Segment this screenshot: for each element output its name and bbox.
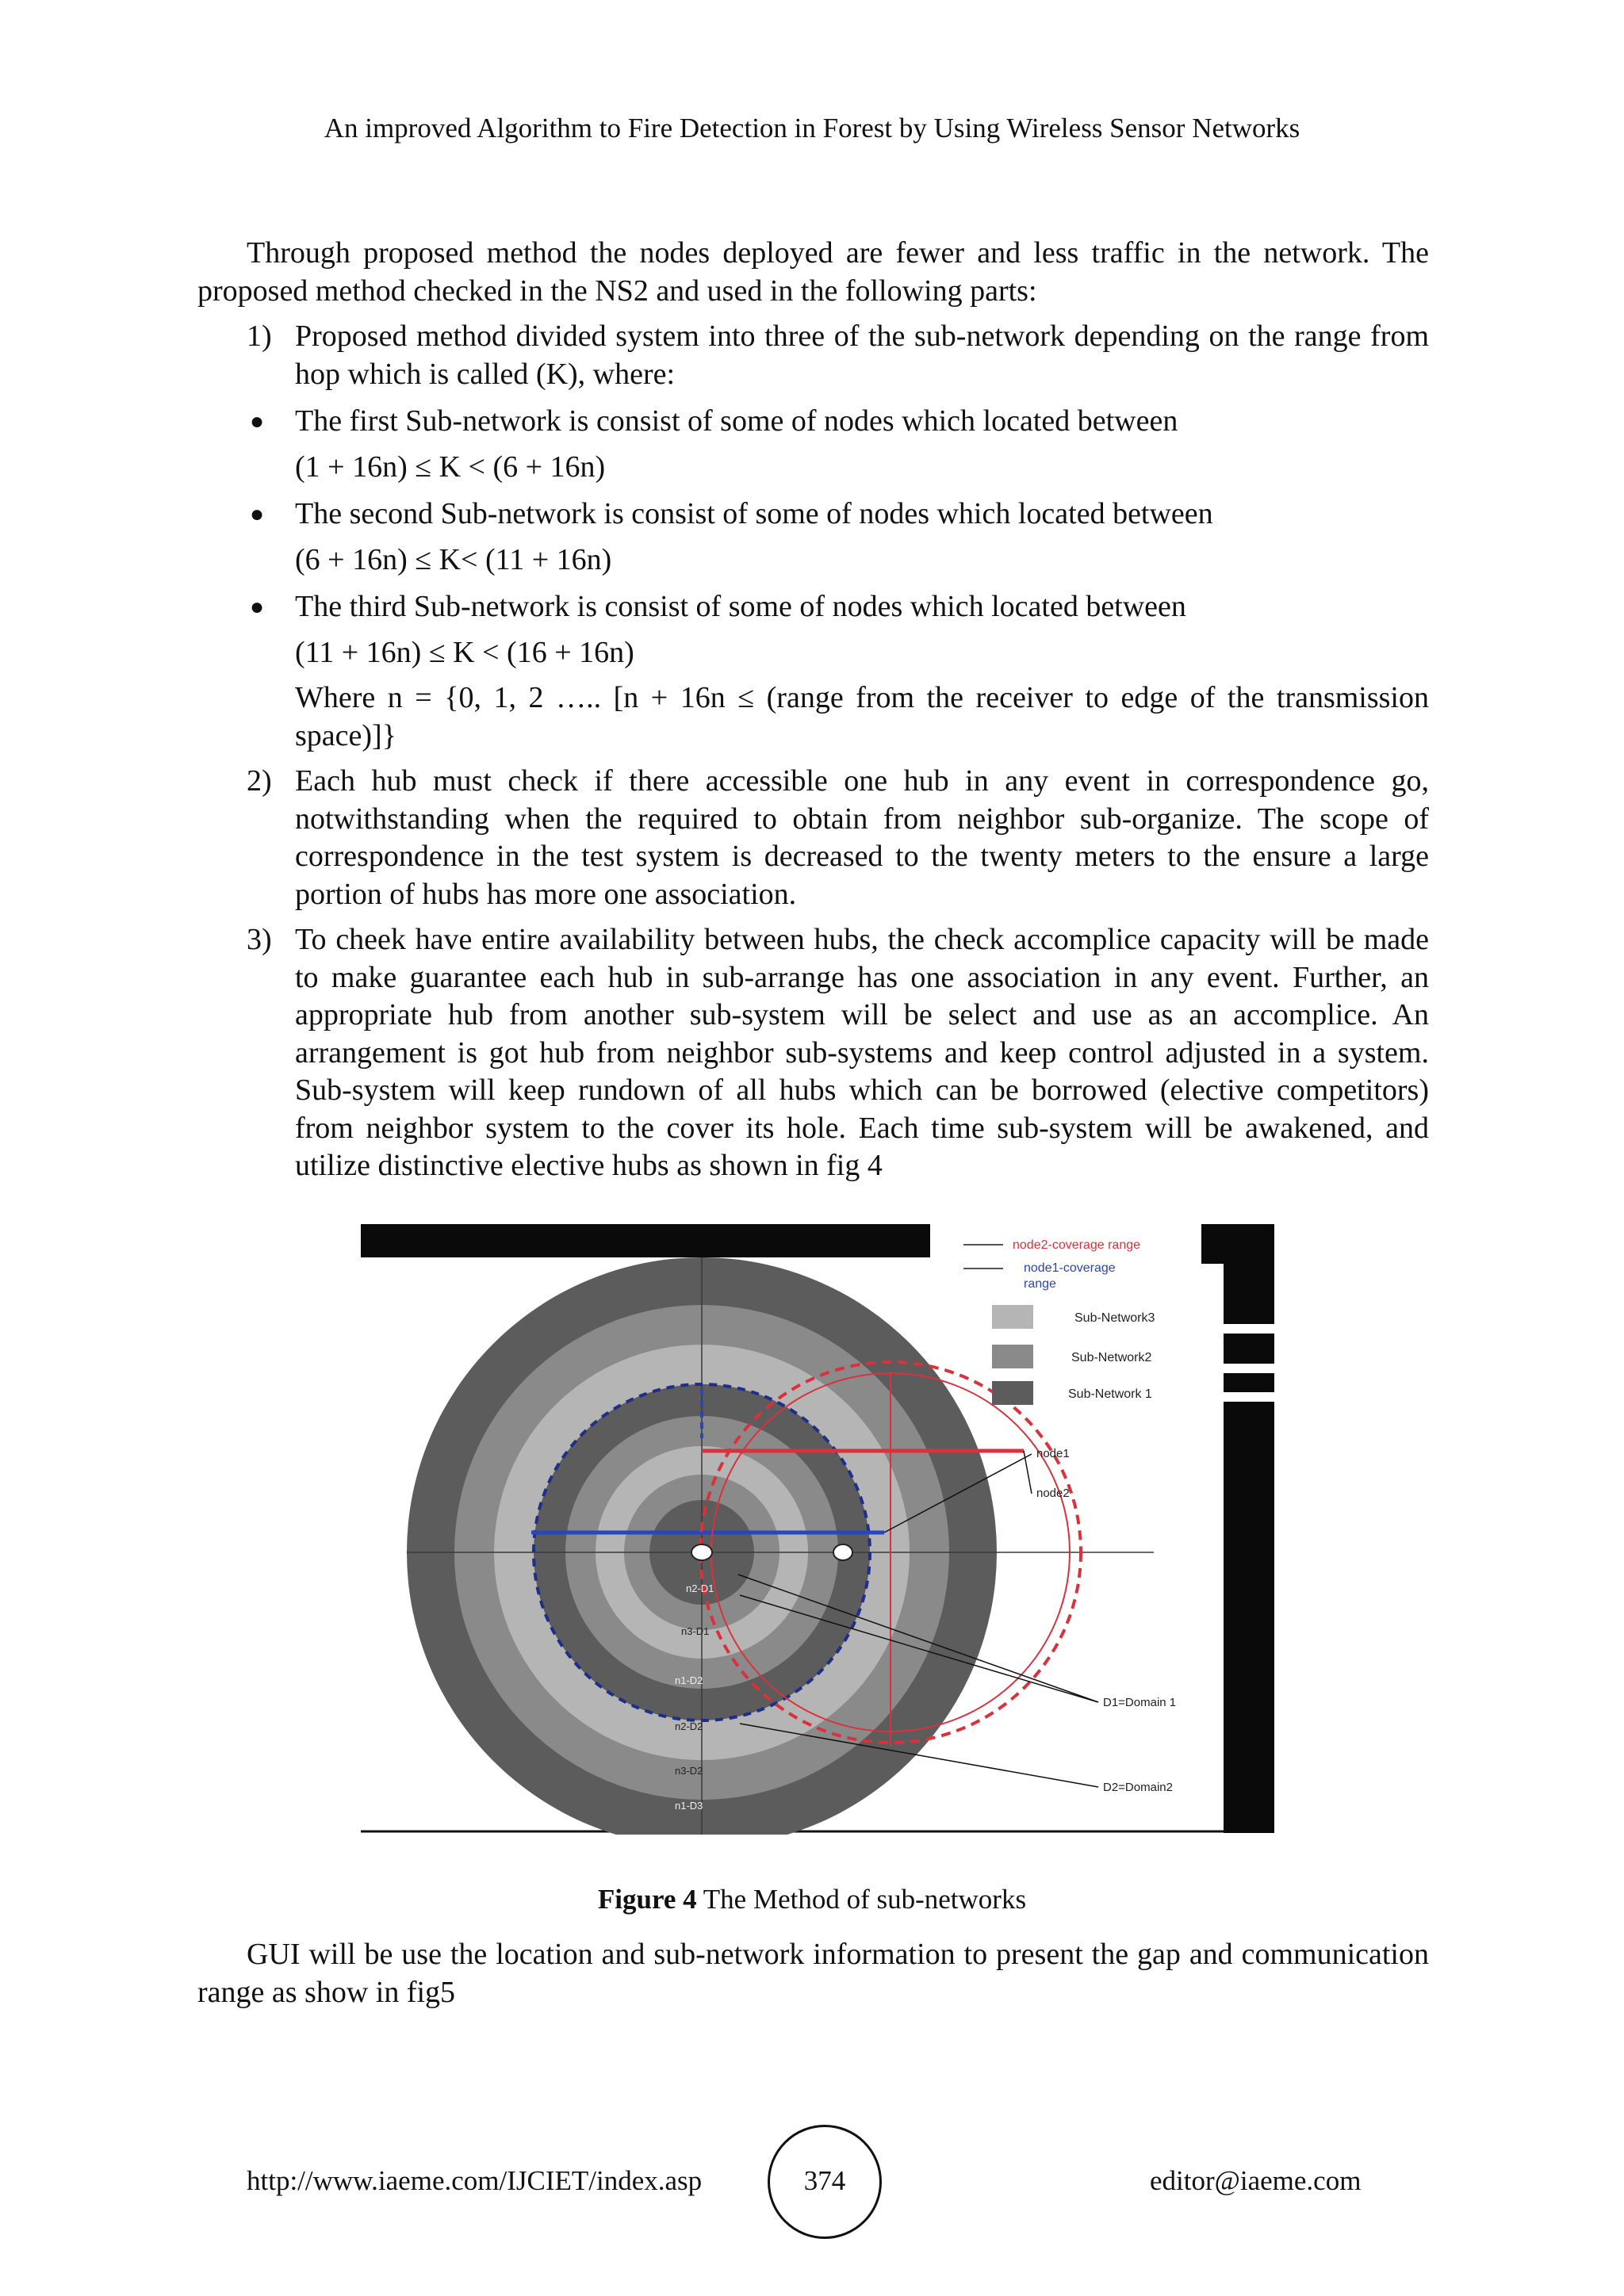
- page-number: 374: [803, 2165, 846, 2196]
- label-d2-domain: D2=Domain2: [1103, 1781, 1173, 1794]
- top-black-bar: [361, 1224, 930, 1257]
- formula-3: (11 + 16n) ≤ K < (16 + 16n): [295, 635, 634, 669]
- label-node2: node2: [1036, 1487, 1070, 1500]
- legend-sub2-swatch: [992, 1345, 1033, 1368]
- bullet-item-2: [197, 496, 1429, 534]
- right-black-notch: [1201, 1224, 1225, 1264]
- running-header: An improved Algorithm to Fire Detection in Forest by Using Wireless Sensor Networks: [324, 113, 1300, 144]
- sub-network-diagram: [361, 1223, 1274, 1835]
- caption-text: The Method of sub-networks: [696, 1884, 1027, 1915]
- legend-node1-range-line2: range: [1024, 1277, 1056, 1291]
- label-n3-d2: n3-D2: [675, 1765, 703, 1777]
- footer-url[interactable]: http://www.iaeme.com/IJCIET/index.asp: [247, 2165, 703, 2196]
- legend-node2-range: node2-coverage range: [1013, 1238, 1141, 1252]
- list-item-2: [197, 763, 1429, 913]
- caption-label: Figure 4: [597, 1884, 697, 1915]
- bullet-icon: ●: [250, 408, 265, 434]
- right-bar-gap-1: [1217, 1324, 1274, 1334]
- formula-1: (1 + 16n) ≤ K < (6 + 16n): [295, 450, 606, 484]
- formula-2: (6 + 16n) ≤ K< (11 + 16n): [295, 542, 612, 576]
- numbered-list: [197, 318, 1429, 1185]
- list-text-2: Each hub must check if there accessible one hub in any event in correspondence go, notwithstanding when the required to obtain from neighbor sub-organize. The scope of correspondence in the test system is decreased to the twenty meters to the ensure a large portion of hubs has more one association.: [295, 764, 1429, 911]
- legend-sub1-swatch: [992, 1381, 1033, 1405]
- footer-email[interactable]: editor@iaeme.com: [1150, 2165, 1362, 2196]
- list-item-3: [197, 921, 1429, 1185]
- label-n2-d2: n2-D2: [675, 1720, 703, 1732]
- label-node1: node1: [1036, 1447, 1070, 1460]
- bullet-text-1: The first Sub-network is consist of some of nodes which located between: [295, 404, 1178, 438]
- right-bar-gap-3: [1217, 1392, 1274, 1402]
- bullet-item-3: [197, 588, 1429, 626]
- list-text-3: To cheek have entire availability between hubs, the check accomplice capacity will be made to make guarantee each hub in sub-arrange has one association in any event. Further, an appropriate hub from another sub-system will be select and use as an accomplice. An arrangement is got hub from neighbor sub-systems and keep control adjusted in a system. Sub-system will keep rundown of all hubs which can be borrowed (elective competitors) from neighbor system to the cover its hole. Each time sub-system will be awakened, and utilize distinctive elective hubs as shown in fig 4: [295, 923, 1429, 1182]
- list-label-1: 1): [247, 320, 272, 353]
- right-bar-gap-2: [1217, 1364, 1274, 1373]
- label-n1-d3: n1-D3: [675, 1800, 703, 1812]
- figure-4: [361, 1223, 1274, 1835]
- list-item-1: [197, 318, 1429, 393]
- list-label-2: 2): [247, 764, 272, 798]
- right-black-bar: [1224, 1224, 1274, 1833]
- closing-paragraph: GUI will be use the location and sub-network information to present the gap and communication range as show in fig5: [197, 1938, 1429, 2009]
- node1-marker: [691, 1544, 712, 1560]
- label-n2-d1: n2-D1: [686, 1582, 714, 1594]
- legend-sub3-swatch: [992, 1305, 1033, 1329]
- list-label-3: 3): [247, 923, 272, 956]
- label-d1-domain: D1=Domain 1: [1103, 1696, 1177, 1709]
- legend-sub2: Sub-Network2: [1071, 1351, 1152, 1364]
- intro-paragraph: Through proposed method the nodes deployed are fewer and less traffic in the network. The proposed method checked in the NS2 and used in the following parts:: [197, 236, 1429, 308]
- legend-node1-range-line1: node1-coverage: [1024, 1261, 1116, 1275]
- bullet-item-1: [197, 403, 1429, 441]
- bullet-icon: ●: [250, 594, 265, 620]
- label-n3-d1: n3-D1: [681, 1625, 710, 1637]
- bullet-text-2: The second Sub-network is consist of some of nodes which located between: [295, 497, 1213, 530]
- node2-marker: [833, 1544, 852, 1560]
- legend-sub1: Sub-Network 1: [1068, 1387, 1152, 1401]
- list-text-1: Proposed method divided system into three of the sub-network depending on the range from hop which is called (K), where:: [295, 320, 1429, 391]
- bullet-text-3: The third Sub-network is consist of some of nodes which located between: [295, 590, 1186, 623]
- figure-caption: [0, 1884, 1624, 1915]
- label-n1-d2: n1-D2: [675, 1674, 703, 1686]
- legend-sub3: Sub-Network3: [1074, 1311, 1155, 1325]
- bullet-icon: ●: [250, 501, 265, 527]
- body-text: [197, 235, 1429, 1185]
- where-clause: Where n = {0, 1, 2 ….. [n + 16n ≤ (range from the receiver to edge of the transmission space)]}: [295, 681, 1429, 752]
